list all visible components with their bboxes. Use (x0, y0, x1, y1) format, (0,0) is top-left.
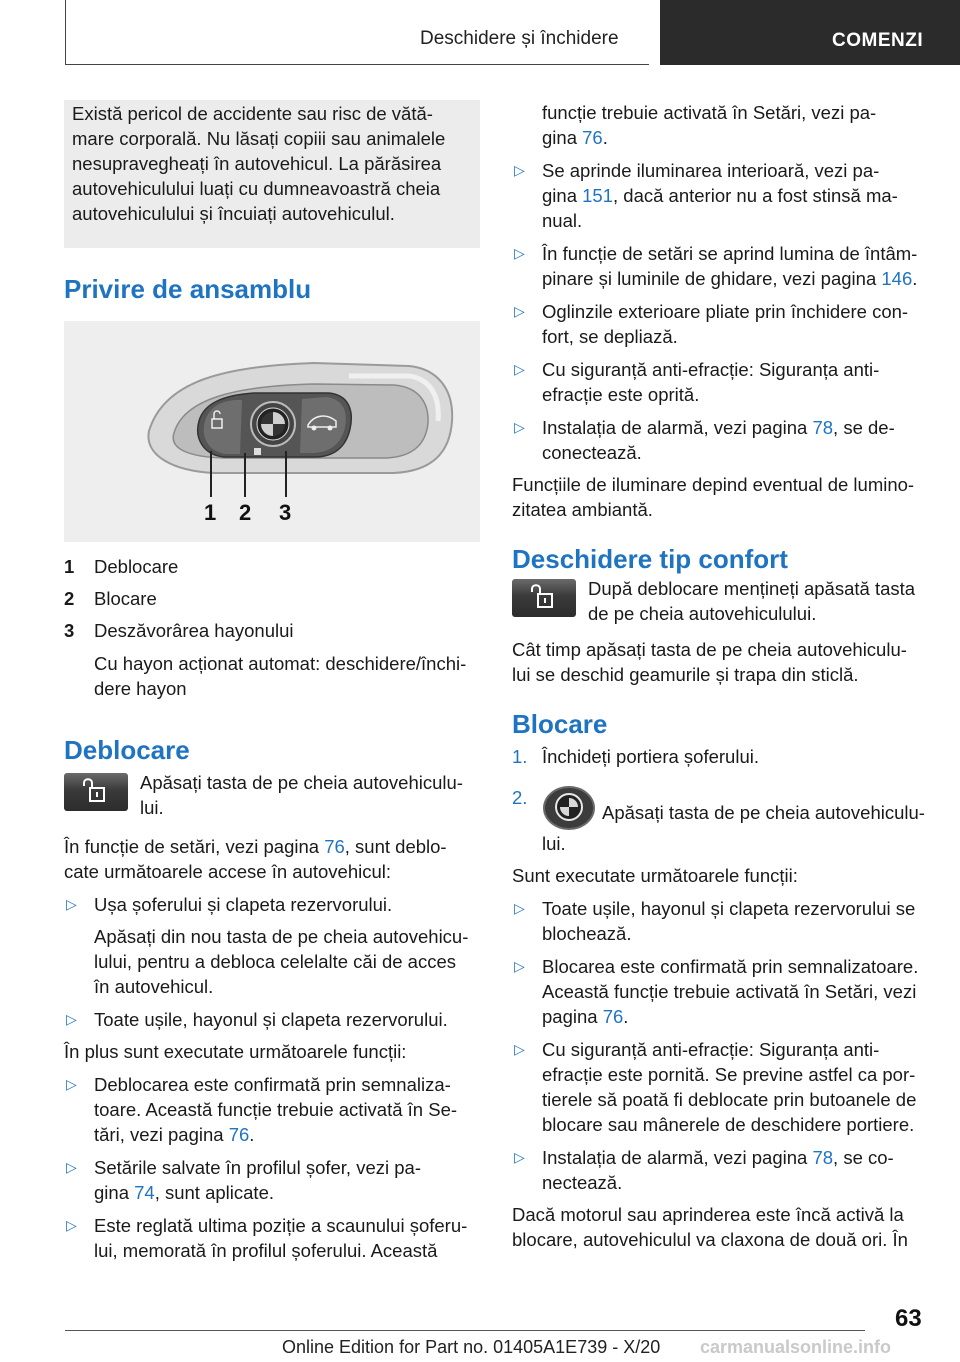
unlock-intro: cate următoarele accese în autovehicul: (64, 861, 392, 882)
lighting-note: zitatea ambiantă. (512, 499, 653, 520)
text: Oglinzile exterioare pliate prin închidere con- (542, 301, 909, 322)
text: blocare sau mânerele de deschidere portiere. (542, 1114, 915, 1135)
text: funcție trebuie activată în Setări, vezi pa- (542, 102, 877, 123)
triangle-right-icon: ▷ (66, 1159, 77, 1175)
unlock-list (64, 892, 480, 1032)
text-line (542, 1004, 928, 1029)
step-number: 1. (512, 746, 528, 767)
text-line (542, 415, 928, 440)
key-fob-drawing (64, 321, 480, 542)
text: în autovehicul. (94, 976, 214, 997)
page-link[interactable]: 151 (582, 185, 613, 206)
footer-watermark: carmanualsonline.info (700, 1337, 892, 1357)
list-item (64, 892, 480, 917)
callout-1: 1 (204, 500, 217, 525)
text: nual. (542, 210, 583, 231)
text: Apăsați tasta de pe cheia autovehiculu- (602, 802, 925, 823)
text: lui. (542, 833, 566, 854)
unlock-padlock-icon (512, 579, 576, 617)
list-item (512, 415, 928, 465)
comfort-body: lui se deschid geamurile și trapa din sticlă. (512, 664, 859, 685)
text: . (623, 1006, 629, 1027)
text: Instalația de alarmă, vezi pagina (542, 417, 813, 438)
header-rule-bottom (65, 64, 649, 65)
text: nectează. (542, 1172, 623, 1193)
text: În funcție de setări se aprind lumina de întâm- (542, 243, 918, 264)
triangle-right-icon: ▷ (514, 900, 525, 916)
callout-2: 2 (239, 500, 252, 525)
triangle-right-icon: ▷ (66, 1076, 77, 1092)
text: Cu siguranță anti-efracție: Siguranța anti- (542, 359, 880, 380)
text: Ușa șoferului și clapeta rezervorului. (94, 894, 393, 915)
text: . (602, 127, 608, 148)
text: gina (94, 1182, 135, 1203)
page-link[interactable]: 74 (134, 1182, 155, 1203)
legend-item (64, 551, 480, 583)
step-item (512, 744, 928, 769)
text-line (542, 266, 928, 291)
page-number: 63 (895, 1305, 922, 1332)
triangle-right-icon: ▷ (514, 1149, 525, 1165)
footer-edition: Online Edition for Part no. 01405A1E739 - X/20 (282, 1337, 661, 1357)
text: . (249, 1124, 255, 1145)
callout-3: 3 (279, 500, 292, 525)
triangle-right-icon: ▷ (66, 1217, 77, 1233)
list-item (64, 1007, 480, 1032)
unlock-heading: Deblocare (64, 735, 190, 765)
text: blochează. (542, 923, 632, 944)
triangle-right-icon: ▷ (514, 162, 525, 178)
comfort-icon-row (512, 576, 928, 628)
text: Toate ușile, hayonul și clapeta rezervorului se (542, 898, 916, 919)
text: Închideți portiera șoferului. (542, 746, 759, 767)
header-chapter-label: COMENZI (832, 30, 924, 51)
legend-item (64, 615, 480, 647)
list-item (512, 1145, 928, 1195)
list-item (512, 1037, 928, 1137)
text: gina (542, 185, 583, 206)
legend-text: Deszăvorârea hayonului (94, 620, 294, 641)
lock-steps (512, 744, 928, 856)
page-link[interactable]: 76 (324, 836, 345, 857)
text: . (912, 268, 918, 289)
legend-cont-line: Cu hayon acționat automat: deschidere/închi- (94, 653, 467, 674)
list-item (512, 896, 928, 946)
lock-heading: Blocare (512, 709, 608, 739)
text: Se aprinde iluminarea interioară, vezi pa- (542, 160, 880, 181)
page-link[interactable]: 146 (881, 268, 913, 289)
overview-heading: Privire de ansamblu (64, 274, 312, 304)
text-line (542, 125, 928, 150)
text: Deblocarea este confirmată prin semnaliza- (94, 1074, 451, 1095)
header-chapter-tab (660, 0, 960, 65)
text: Toate ușile, hayonul și clapeta rezervorului. (94, 1009, 448, 1030)
executed-functions-intro: Sunt executate următoarele funcții: (512, 865, 798, 886)
extra-functions-list (64, 1072, 480, 1263)
page-link[interactable]: 76 (582, 127, 603, 148)
warning-line: autovehiculului și încuiați autovehiculul. (72, 203, 395, 224)
list-item (512, 954, 928, 1029)
step-number: 2. (512, 787, 528, 808)
text: fort, se depliază. (542, 326, 678, 347)
warning-line: nesupravegheați în autovehicul. La părăsirea (72, 153, 442, 174)
unlock-instruction: Apăsați tasta de pe cheia autovehiculu- (140, 772, 463, 793)
lighting-note: Funcțiile de iluminare depind eventual de lumino- (512, 474, 915, 495)
text-line (542, 1145, 928, 1170)
text: , sunt deblo- (344, 836, 447, 857)
triangle-right-icon: ▷ (66, 1011, 77, 1027)
text-line (542, 785, 928, 831)
text: Setările salvate în profilul șofer, vezi pa- (94, 1157, 421, 1178)
text-line (542, 183, 928, 208)
extra-functions-list-cont (512, 100, 928, 465)
text: , dacă anterior nu a fost stinsă ma- (613, 185, 898, 206)
list-item (64, 1213, 480, 1263)
triangle-right-icon: ▷ (514, 245, 525, 261)
legend-num: 1 (64, 556, 75, 577)
text: , se co- (833, 1147, 894, 1168)
text: conectează. (542, 442, 642, 463)
unlock-padlock-icon (64, 773, 128, 811)
text: Apăsați din nou tasta de pe cheia autovehicu- (94, 926, 469, 947)
triangle-right-icon: ▷ (514, 361, 525, 377)
list-item (512, 158, 928, 233)
legend-text: Deblocare (94, 556, 179, 577)
list-item (512, 357, 928, 407)
legend-num: 3 (64, 620, 75, 641)
page-link[interactable]: 76 (602, 1006, 624, 1027)
left-column (64, 100, 480, 1263)
comfort-heading: Deschidere tip confort (512, 544, 788, 574)
text: Cu siguranță anti-efracție: Siguranța anti- (542, 1039, 880, 1060)
list-continuation (512, 100, 928, 150)
text: gina (542, 127, 583, 148)
comfort-body: Cât timp apăsați tasta de pe cheia autovehiculu- (512, 639, 907, 660)
header-section-title: Deschidere și închidere (420, 28, 619, 49)
page-link[interactable]: 76 (228, 1124, 250, 1145)
header-rule-left (65, 0, 66, 64)
text: pinare și luminile de ghidare, vezi pagina (542, 268, 882, 289)
unlock-intro (64, 834, 480, 859)
triangle-right-icon: ▷ (514, 1041, 525, 1057)
triangle-right-icon: ▷ (514, 303, 525, 319)
text-line (94, 1122, 480, 1147)
list-continuation (64, 924, 480, 999)
text: lui, memorată în profilul șoferului. Această (94, 1240, 438, 1261)
right-column (512, 100, 928, 1252)
text: efracție este oprită. (542, 384, 700, 405)
footer-rule (65, 1330, 865, 1331)
text: , se de- (833, 417, 895, 438)
extra-functions-intro: În plus sunt executate următoarele funcții: (64, 1041, 407, 1062)
unlock-instruction: lui. (140, 797, 164, 818)
bmw-roundel-icon (542, 785, 596, 831)
horn-note: blocare, autovehiculul va claxona de două ori. În (512, 1229, 908, 1250)
text: Este reglată ultima poziție a scaunului șoferu- (94, 1215, 468, 1236)
comfort-instruction: de pe cheia autovehiculului. (588, 603, 817, 624)
text: pagina (542, 1006, 603, 1027)
legend-continuation (64, 651, 480, 701)
text: efracție este pornită. Se previne astfel ca por- (542, 1064, 916, 1085)
list-item (512, 241, 928, 291)
key-legend (64, 551, 480, 701)
page-link[interactable]: 78 (812, 417, 834, 438)
text: Această funcție trebuie activată în Setări, vezi (542, 981, 917, 1002)
text: În funcție de setări, vezi pagina (64, 836, 325, 857)
comfort-instruction: După deblocare mențineți apăsată tasta (588, 578, 916, 599)
lock-functions-list (512, 896, 928, 1195)
text: tări, vezi pagina (94, 1124, 229, 1145)
triangle-right-icon: ▷ (66, 896, 77, 912)
unlock-icon-row (64, 770, 480, 822)
legend-item (64, 583, 480, 615)
text: tierele să poată fi deblocate prin butoanele de (542, 1089, 917, 1110)
legend-text: Blocare (94, 588, 157, 609)
legend-cont-line: dere hayon (94, 678, 187, 699)
page-link[interactable]: 78 (812, 1147, 834, 1168)
text: toare. Această funcție trebuie activată în Se- (94, 1099, 458, 1120)
text: Instalația de alarmă, vezi pagina (542, 1147, 813, 1168)
text: , sunt aplicate. (154, 1182, 274, 1203)
text-line (94, 1180, 480, 1205)
key-fob-illustration (64, 321, 480, 542)
warning-line: autovehiculului luați cu dumneavoastră cheia (72, 178, 441, 199)
warning-line: mare corporală. Nu lăsați copiii sau animalele (72, 128, 446, 149)
triangle-right-icon: ▷ (514, 419, 525, 435)
list-item (64, 1155, 480, 1205)
legend-num: 2 (64, 588, 75, 609)
list-item (512, 299, 928, 349)
text: lului, pentru a debloca celelalte căi de acces (94, 951, 457, 972)
step-item (512, 785, 928, 856)
horn-note: Dacă motorul sau aprinderea este încă activă la (512, 1204, 904, 1225)
list-item (64, 1072, 480, 1147)
warning-box (64, 100, 480, 248)
warning-line: Există pericol de accidente sau risc de vătă- (72, 103, 433, 124)
text: Blocarea este confirmată prin semnalizatoare. (542, 956, 919, 977)
triangle-right-icon: ▷ (514, 958, 525, 974)
